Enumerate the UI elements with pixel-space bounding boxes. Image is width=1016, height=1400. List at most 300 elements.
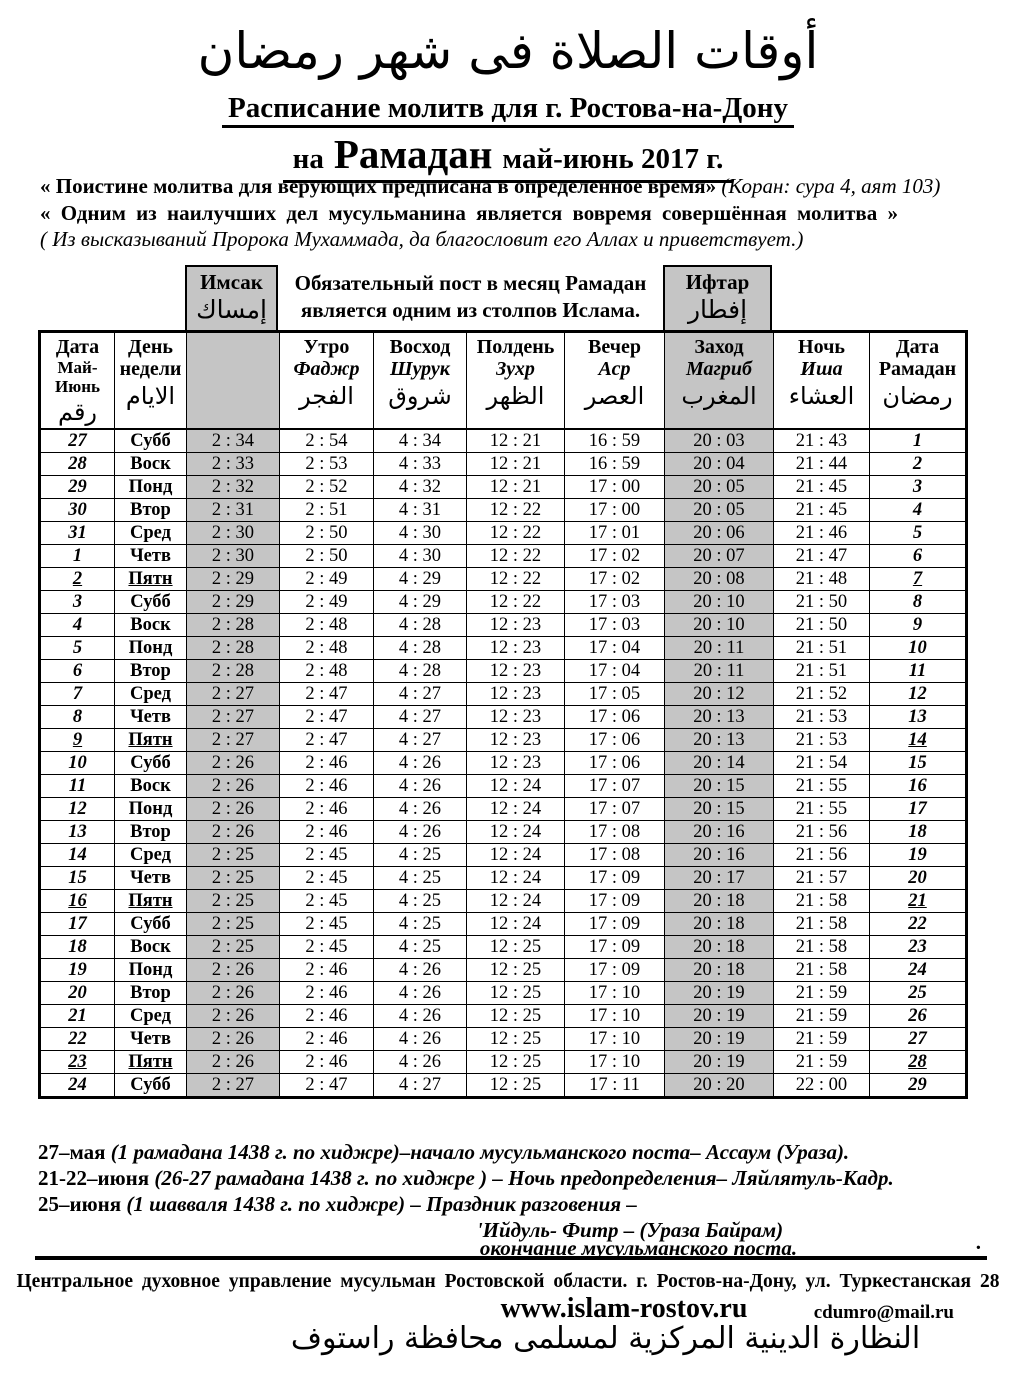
cell-isha: 22 : 00 [774, 1074, 870, 1098]
column-header-arabic: رقم [57, 398, 98, 426]
cell-ramadan: 28 [870, 1051, 967, 1074]
cell-asr: 17 : 00 [565, 499, 665, 522]
cell-ramadan: 16 [870, 775, 967, 798]
cell-ramadan: 27 [870, 1028, 967, 1051]
column-header-text: Вечер [588, 336, 641, 358]
cell-maghrib: 20 : 19 [665, 982, 774, 1005]
cell-date: 7 [40, 683, 115, 706]
cell-date: 28 [40, 453, 115, 476]
cell-zuhr: 12 : 25 [467, 982, 565, 1005]
cell-maghrib: 20 : 19 [665, 1005, 774, 1028]
cell-shuruk: 4 : 26 [374, 1028, 467, 1051]
cell-weekday: Субб [115, 429, 187, 453]
cell-shuruk: 4 : 26 [374, 1051, 467, 1074]
cell-ramadan: 1 [870, 429, 967, 453]
cell-isha: 21 : 59 [774, 1028, 870, 1051]
cell-fajr: 2 : 47 [280, 729, 374, 752]
cell-shuruk: 4 : 26 [374, 798, 467, 821]
prayer-times-row [40, 798, 967, 821]
cell-date: 12 [40, 798, 115, 821]
cell-isha: 21 : 46 [774, 522, 870, 545]
cell-fajr: 2 : 45 [280, 844, 374, 867]
cell-asr: 17 : 09 [565, 890, 665, 913]
cell-zuhr: 12 : 22 [467, 499, 565, 522]
note-fast-end-period: . [975, 1230, 981, 1254]
cell-shuruk: 4 : 26 [374, 982, 467, 1005]
note-laylatul-qadr-date: 21-22–июня [38, 1166, 150, 1190]
cell-asr: 17 : 02 [565, 568, 665, 591]
cell-zuhr: 12 : 25 [467, 1005, 565, 1028]
cell-date: 5 [40, 637, 115, 660]
note-eid-name: 'Ийдуль- Фитр – (Ураза Байрам) [476, 1218, 784, 1242]
cell-maghrib: 20 : 11 [665, 660, 774, 683]
column-header-text: Магриб [686, 358, 752, 380]
cell-weekday: Втор [115, 660, 187, 683]
quote-hadith: « Одним из наилучших дел мусульманина является вовремя совершённая молитва » [40, 201, 898, 225]
cell-ramadan: 14 [870, 729, 967, 752]
column-header-text: Рамадан [878, 358, 957, 380]
column-header-text: Заход [694, 336, 744, 358]
cell-asr: 17 : 03 [565, 591, 665, 614]
column-header-text: Иша [800, 358, 843, 380]
quote-hadith-source: ( Из высказываний Пророка Мухаммада, да благословит его Аллах и приветствует.) [40, 227, 804, 251]
cell-isha: 21 : 58 [774, 959, 870, 982]
cell-weekday: Втор [115, 499, 187, 522]
cell-zuhr: 12 : 24 [467, 821, 565, 844]
cell-weekday: Субб [115, 752, 187, 775]
cell-ramadan: 18 [870, 821, 967, 844]
footer-address: Центральное духовное управление мусульман Ростовской области. г. Ростов-на-Дону, ул. Туркестанская 28 [16, 1271, 1000, 1292]
quote-koran [40, 174, 990, 199]
cell-maghrib: 20 : 05 [665, 476, 774, 499]
cell-fajr: 2 : 49 [280, 591, 374, 614]
cell-zuhr: 12 : 24 [467, 867, 565, 890]
cell-asr: 17 : 08 [565, 821, 665, 844]
prayer-times-row [40, 752, 967, 775]
column-header-text: Фаджр [293, 358, 360, 380]
cell-weekday: Воск [115, 614, 187, 637]
cell-isha: 21 : 45 [774, 476, 870, 499]
cell-maghrib: 20 : 18 [665, 959, 774, 982]
cell-ramadan: 20 [870, 867, 967, 890]
cell-zuhr: 12 : 24 [467, 844, 565, 867]
cell-zuhr: 12 : 24 [467, 775, 565, 798]
cell-weekday: Четв [115, 1028, 187, 1051]
cell-fajr: 2 : 54 [280, 429, 374, 453]
cell-imsak: 2 : 27 [187, 706, 280, 729]
cell-imsak: 2 : 25 [187, 936, 280, 959]
cell-ramadan: 9 [870, 614, 967, 637]
cell-imsak: 2 : 30 [187, 545, 280, 568]
cell-weekday: Втор [115, 982, 187, 1005]
column-header-arabic: الفجر [299, 382, 354, 410]
cell-asr: 17 : 07 [565, 775, 665, 798]
cell-fajr: 2 : 52 [280, 476, 374, 499]
cell-weekday: Воск [115, 775, 187, 798]
cell-isha: 21 : 59 [774, 1005, 870, 1028]
cell-zuhr: 12 : 22 [467, 568, 565, 591]
cell-ramadan: 8 [870, 591, 967, 614]
cell-asr: 16 : 59 [565, 429, 665, 453]
cell-date: 6 [40, 660, 115, 683]
cell-maghrib: 20 : 12 [665, 683, 774, 706]
cell-imsak: 2 : 33 [187, 453, 280, 476]
cell-ramadan: 7 [870, 568, 967, 591]
cell-weekday: Понд [115, 637, 187, 660]
cell-zuhr: 12 : 23 [467, 706, 565, 729]
prayer-times-row [40, 913, 967, 936]
cell-imsak: 2 : 27 [187, 729, 280, 752]
column-header-date [40, 332, 115, 430]
cell-isha: 21 : 43 [774, 429, 870, 453]
cell-date: 2 [40, 568, 115, 591]
cell-imsak: 2 : 26 [187, 775, 280, 798]
prayer-times-row [40, 1051, 967, 1074]
cell-maghrib: 20 : 19 [665, 1051, 774, 1074]
column-header-arabic: المغرب [681, 382, 757, 410]
column-header-text: Дата [55, 336, 100, 358]
column-header-asr [565, 332, 665, 430]
cell-fajr: 2 : 46 [280, 1028, 374, 1051]
cell-imsak: 2 : 31 [187, 499, 280, 522]
prayer-times-row [40, 568, 967, 591]
cell-shuruk: 4 : 34 [374, 429, 467, 453]
cell-fajr: 2 : 48 [280, 637, 374, 660]
column-header-text: День [128, 336, 173, 358]
cell-zuhr: 12 : 21 [467, 453, 565, 476]
cell-weekday: Понд [115, 476, 187, 499]
cell-date: 19 [40, 959, 115, 982]
cell-asr: 17 : 03 [565, 614, 665, 637]
cell-asr: 17 : 09 [565, 867, 665, 890]
cell-isha: 21 : 50 [774, 614, 870, 637]
cell-date: 14 [40, 844, 115, 867]
cell-shuruk: 4 : 26 [374, 1005, 467, 1028]
cell-shuruk: 4 : 27 [374, 1074, 467, 1098]
cell-asr: 17 : 06 [565, 706, 665, 729]
cell-maghrib: 20 : 13 [665, 706, 774, 729]
prayer-table-block [38, 263, 965, 1099]
cell-fajr: 2 : 48 [280, 660, 374, 683]
cell-imsak: 2 : 30 [187, 522, 280, 545]
cell-ramadan: 13 [870, 706, 967, 729]
footer-website: www.islam-rostov.ru [500, 1293, 748, 1324]
cell-zuhr: 12 : 25 [467, 959, 565, 982]
quote-koran-text: « Поистине молитва для верующих предписана в определенное время» [40, 174, 717, 198]
column-header-arabic: شروق [388, 382, 452, 410]
column-header-isha [774, 332, 870, 430]
imsak-label-box [185, 265, 278, 330]
cell-zuhr: 12 : 23 [467, 683, 565, 706]
note-fast-start-date: 27–мая [38, 1140, 106, 1164]
column-header-fajr [280, 332, 374, 430]
cell-imsak: 2 : 25 [187, 913, 280, 936]
cell-fajr: 2 : 46 [280, 798, 374, 821]
prayer-times-row [40, 982, 967, 1005]
cell-shuruk: 4 : 28 [374, 614, 467, 637]
note-laylatul-qadr-text: (26-27 рамадана 1438 г. по хиджре ) – Ночь предопределения– Ляйлятуль-Кадр. [154, 1166, 894, 1190]
cell-asr: 17 : 01 [565, 522, 665, 545]
cell-asr: 17 : 08 [565, 844, 665, 867]
cell-isha: 21 : 53 [774, 706, 870, 729]
note-fast-start [38, 1140, 988, 1165]
iftar-label-arabic: إفطار [687, 295, 748, 324]
cell-weekday: Четв [115, 545, 187, 568]
cell-maghrib: 20 : 18 [665, 890, 774, 913]
cell-weekday: Сред [115, 683, 187, 706]
footer-email: cdumro@mail.ru [813, 1302, 954, 1323]
quote-koran-source: (Коран: сура 4, аят 103) [721, 174, 941, 198]
cell-weekday: Сред [115, 844, 187, 867]
cell-zuhr: 12 : 24 [467, 798, 565, 821]
cell-zuhr: 12 : 21 [467, 429, 565, 453]
cell-date: 21 [40, 1005, 115, 1028]
cell-isha: 21 : 47 [774, 545, 870, 568]
prayer-times-table [38, 330, 968, 1099]
table-banner [38, 263, 965, 330]
cell-shuruk: 4 : 29 [374, 568, 467, 591]
cell-date: 4 [40, 614, 115, 637]
cell-date: 9 [40, 729, 115, 752]
cell-shuruk: 4 : 25 [374, 936, 467, 959]
cell-isha: 21 : 48 [774, 568, 870, 591]
note-eid [38, 1192, 988, 1217]
cell-weekday: Сред [115, 1005, 187, 1028]
cell-fajr: 2 : 46 [280, 1005, 374, 1028]
cell-shuruk: 4 : 25 [374, 844, 467, 867]
cell-ramadan: 26 [870, 1005, 967, 1028]
cell-ramadan: 23 [870, 936, 967, 959]
cell-isha: 21 : 54 [774, 752, 870, 775]
fasting-note [278, 270, 663, 324]
column-header-text: Май- [57, 358, 98, 377]
cell-date: 11 [40, 775, 115, 798]
column-header-text: Ночь [798, 336, 845, 358]
prayer-times-row [40, 522, 967, 545]
fasting-note-line1: Обязательный пост в месяц Рамадан [294, 271, 647, 295]
cell-zuhr: 12 : 23 [467, 637, 565, 660]
cell-maghrib: 20 : 16 [665, 821, 774, 844]
cell-isha: 21 : 56 [774, 844, 870, 867]
cell-imsak: 2 : 26 [187, 982, 280, 1005]
cell-maghrib: 20 : 19 [665, 1028, 774, 1051]
cell-asr: 17 : 11 [565, 1074, 665, 1098]
cell-asr: 17 : 02 [565, 545, 665, 568]
cell-asr: 17 : 09 [565, 936, 665, 959]
cell-maghrib: 20 : 10 [665, 614, 774, 637]
note-laylatul-qadr [38, 1166, 988, 1191]
prayer-times-row [40, 614, 967, 637]
cell-shuruk: 4 : 29 [374, 591, 467, 614]
cell-imsak: 2 : 25 [187, 844, 280, 867]
prayer-times-row [40, 429, 967, 453]
prayer-times-row [40, 660, 967, 683]
cell-ramadan: 29 [870, 1074, 967, 1098]
cell-fajr: 2 : 46 [280, 775, 374, 798]
title-city-line [0, 92, 1016, 128]
cell-zuhr: 12 : 22 [467, 591, 565, 614]
prayer-times-row [40, 959, 967, 982]
cell-imsak: 2 : 28 [187, 614, 280, 637]
cell-weekday: Понд [115, 959, 187, 982]
prayer-times-row [40, 1028, 967, 1051]
cell-shuruk: 4 : 27 [374, 683, 467, 706]
cell-isha: 21 : 57 [774, 867, 870, 890]
column-header-weekday [115, 332, 187, 430]
cell-date: 8 [40, 706, 115, 729]
cell-fajr: 2 : 45 [280, 913, 374, 936]
cell-maghrib: 20 : 11 [665, 637, 774, 660]
cell-maghrib: 20 : 20 [665, 1074, 774, 1098]
cell-ramadan: 10 [870, 637, 967, 660]
title-city-text: Расписание молитв для г. Ростова-на-Дону [222, 92, 794, 128]
note-fast-start-text: (1 рамадана 1438 г. по хиджре)–начало мусульманского поста– Ассаум (Ураза). [110, 1140, 850, 1164]
cell-ramadan: 17 [870, 798, 967, 821]
prayer-times-row [40, 890, 967, 913]
cell-fajr: 2 : 50 [280, 522, 374, 545]
prayer-times-row [40, 591, 967, 614]
title-ramadan-prefix: на [292, 143, 324, 175]
cell-zuhr: 12 : 24 [467, 890, 565, 913]
cell-imsak: 2 : 28 [187, 660, 280, 683]
cell-weekday: Субб [115, 913, 187, 936]
cell-shuruk: 4 : 28 [374, 637, 467, 660]
cell-shuruk: 4 : 26 [374, 752, 467, 775]
cell-fajr: 2 : 45 [280, 867, 374, 890]
cell-zuhr: 12 : 23 [467, 729, 565, 752]
column-header-ramadan [870, 332, 967, 430]
cell-zuhr: 12 : 25 [467, 936, 565, 959]
cell-maghrib: 20 : 18 [665, 936, 774, 959]
prayer-times-row [40, 1074, 967, 1098]
cell-ramadan: 19 [870, 844, 967, 867]
cell-weekday: Воск [115, 936, 187, 959]
prayer-times-row [40, 1005, 967, 1028]
column-header-text: Дата [895, 336, 940, 358]
prayer-times-row [40, 499, 967, 522]
prayer-times-row [40, 476, 967, 499]
note-eid-date: 25–июня [38, 1192, 122, 1216]
cell-shuruk: 4 : 27 [374, 706, 467, 729]
cell-isha: 21 : 58 [774, 913, 870, 936]
cell-ramadan: 12 [870, 683, 967, 706]
cell-fajr: 2 : 47 [280, 706, 374, 729]
cell-maghrib: 20 : 15 [665, 775, 774, 798]
cell-shuruk: 4 : 30 [374, 522, 467, 545]
cell-maghrib: 20 : 05 [665, 499, 774, 522]
column-header-text: Шурук [390, 358, 450, 380]
imsak-label-arabic: إمساك [196, 295, 267, 324]
cell-fajr: 2 : 46 [280, 752, 374, 775]
cell-maghrib: 20 : 18 [665, 913, 774, 936]
prayer-times-row [40, 637, 967, 660]
cell-asr: 17 : 09 [565, 913, 665, 936]
cell-ramadan: 6 [870, 545, 967, 568]
cell-weekday: Субб [115, 1074, 187, 1098]
cell-asr: 17 : 09 [565, 959, 665, 982]
cell-weekday: Пятн [115, 568, 187, 591]
cell-ramadan: 21 [870, 890, 967, 913]
column-header-text: недели [119, 358, 182, 380]
cell-fajr: 2 : 48 [280, 614, 374, 637]
cell-isha: 21 : 59 [774, 1051, 870, 1074]
cell-imsak: 2 : 27 [187, 683, 280, 706]
footer-arabic-line: النظارة الدينية المركزية لمسلمى محافظة راستوف [290, 1321, 921, 1356]
table-header-row [40, 332, 967, 430]
cell-imsak: 2 : 26 [187, 1005, 280, 1028]
cell-asr: 17 : 06 [565, 752, 665, 775]
cell-ramadan: 4 [870, 499, 967, 522]
cell-date: 24 [40, 1074, 115, 1098]
cell-maghrib: 20 : 04 [665, 453, 774, 476]
prayer-times-row [40, 775, 967, 798]
cell-asr: 17 : 10 [565, 1051, 665, 1074]
cell-shuruk: 4 : 25 [374, 890, 467, 913]
cell-zuhr: 12 : 22 [467, 522, 565, 545]
cell-isha: 21 : 58 [774, 936, 870, 959]
cell-ramadan: 3 [870, 476, 967, 499]
prayer-times-row [40, 821, 967, 844]
cell-imsak: 2 : 26 [187, 959, 280, 982]
cell-maghrib: 20 : 07 [665, 545, 774, 568]
cell-zuhr: 12 : 25 [467, 1051, 565, 1074]
cell-asr: 17 : 00 [565, 476, 665, 499]
cell-date: 1 [40, 545, 115, 568]
cell-asr: 17 : 06 [565, 729, 665, 752]
cell-maghrib: 20 : 08 [665, 568, 774, 591]
cell-asr: 17 : 04 [565, 660, 665, 683]
cell-maghrib: 20 : 10 [665, 591, 774, 614]
prayer-times-row [40, 844, 967, 867]
cell-weekday: Четв [115, 706, 187, 729]
note-fast-end-text: окончание мусульманского поста. [479, 1236, 798, 1260]
cell-zuhr: 12 : 22 [467, 545, 565, 568]
cell-zuhr: 12 : 23 [467, 614, 565, 637]
cell-maghrib: 20 : 03 [665, 429, 774, 453]
cell-date: 16 [40, 890, 115, 913]
cell-maghrib: 20 : 15 [665, 798, 774, 821]
cell-zuhr: 12 : 23 [467, 752, 565, 775]
cell-imsak: 2 : 32 [187, 476, 280, 499]
cell-fajr: 2 : 47 [280, 1074, 374, 1098]
cell-zuhr: 12 : 23 [467, 660, 565, 683]
cell-ramadan: 2 [870, 453, 967, 476]
cell-fajr: 2 : 46 [280, 982, 374, 1005]
cell-date: 18 [40, 936, 115, 959]
cell-maghrib: 20 : 13 [665, 729, 774, 752]
cell-shuruk: 4 : 27 [374, 729, 467, 752]
column-header-text: Зухр [496, 358, 535, 380]
cell-asr: 17 : 07 [565, 798, 665, 821]
column-header-text: Восход [389, 336, 451, 358]
prayer-times-row [40, 706, 967, 729]
note-eid-text: (1 шавваля 1438 г. по хиджре) – Праздник разговения – [126, 1192, 637, 1216]
cell-isha: 21 : 45 [774, 499, 870, 522]
cell-imsak: 2 : 26 [187, 798, 280, 821]
cell-imsak: 2 : 26 [187, 821, 280, 844]
cell-date: 13 [40, 821, 115, 844]
cell-weekday: Пятн [115, 729, 187, 752]
cell-shuruk: 4 : 31 [374, 499, 467, 522]
fasting-note-line2: является одним из столпов Ислама. [300, 298, 641, 322]
column-header-arabic: العشاء [788, 382, 855, 410]
cell-date: 20 [40, 982, 115, 1005]
column-header-arabic: الظهر [486, 382, 545, 410]
cell-asr: 17 : 10 [565, 1028, 665, 1051]
cell-fajr: 2 : 46 [280, 1051, 374, 1074]
cell-zuhr: 12 : 25 [467, 1074, 565, 1098]
cell-weekday: Пятн [115, 1051, 187, 1074]
